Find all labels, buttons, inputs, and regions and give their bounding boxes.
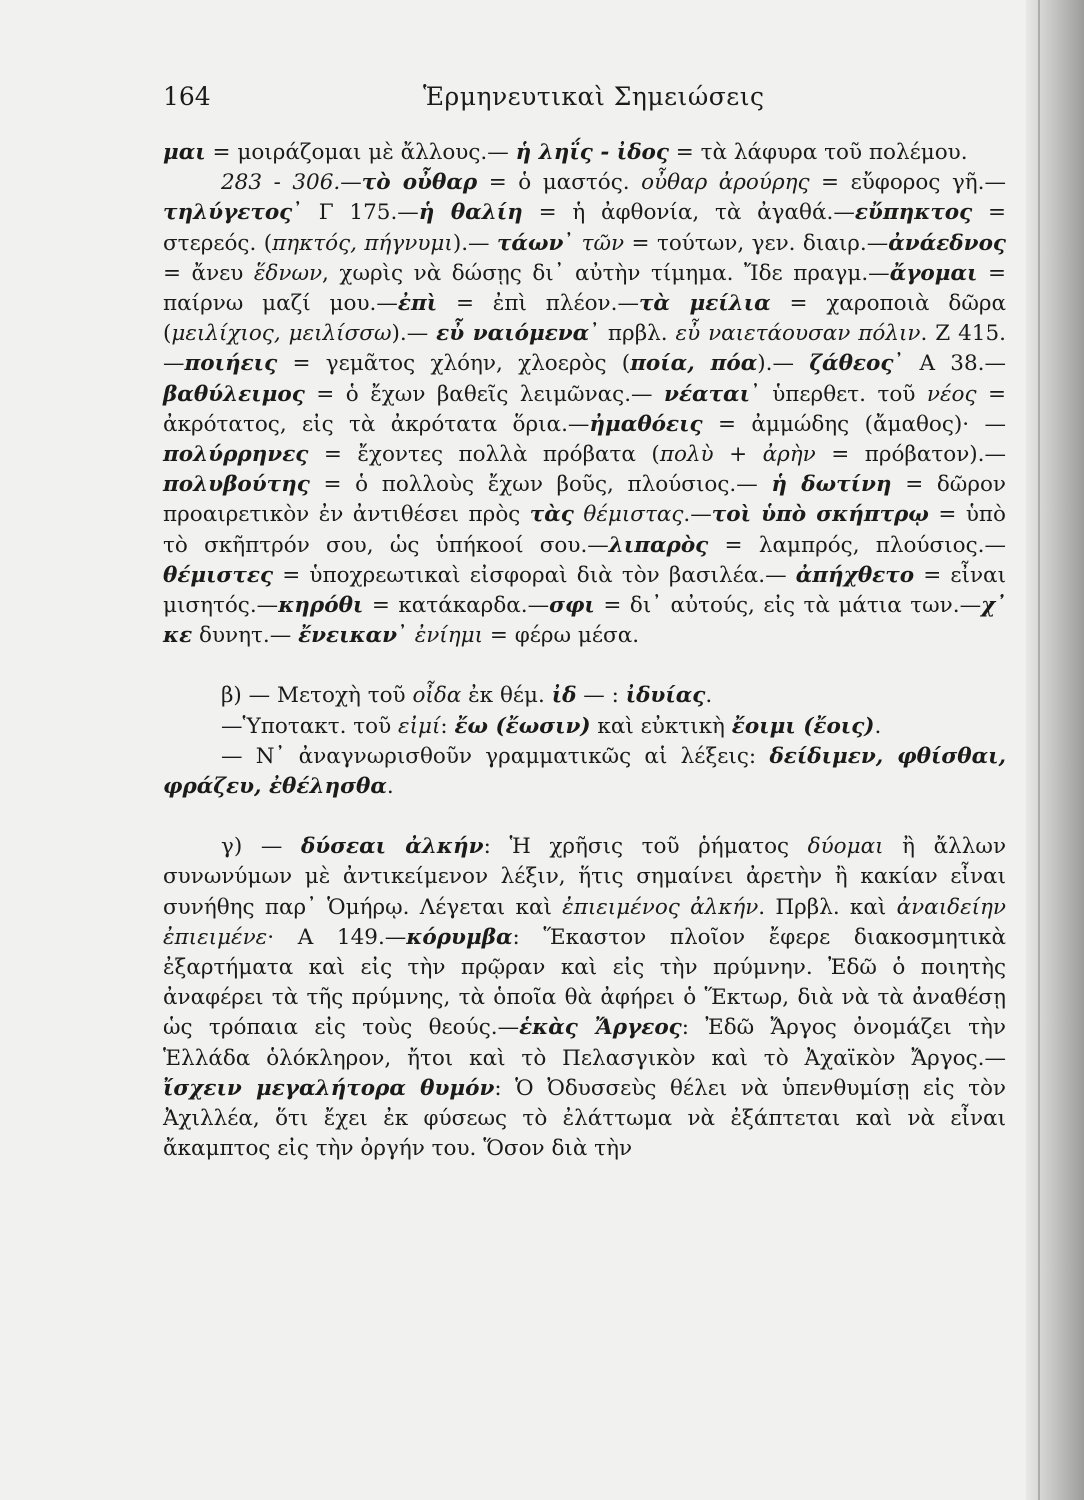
page-edge-shadow bbox=[1026, 0, 1084, 1500]
page-number: 164 bbox=[163, 82, 211, 111]
running-title: Ἑρμηνευτικαὶ Σημειώσεις bbox=[423, 82, 765, 111]
paragraph-p1: μαι = μοιράζομαι μὲ ἄλλους.— ἡ ληΐς - ἰδος = τὰ λάφυρα τοῦ πολέμου. bbox=[163, 140, 968, 165]
page-header bbox=[163, 82, 1006, 124]
paragraph-p5: — Ν᾽ ἀναγνωρισθοῦν γραμματικῶς αἱ λέξεις: δείδιμεν, φθίσθαι, φράζευ, ἐθέλησθα. bbox=[163, 743, 1006, 800]
paragraph-p6: γ) — δύσεαι ἀλκήν: Ἡ χρῆσις τοῦ ῥήματος δύομαι ἢ ἄλλων συνωνύμων μὲ ἀντικείμενον λέξιν, ἥτις σημαίνει ἀρετὴν ἢ κακίαν εἶναι συνήθης παρ᾽ Ὁμήρῳ. Λέγεται καὶ ἐπιειμένος ἀλκήν. Πρβλ. καὶ ἀναιδείην ἐπιειμένε· Α 149.—κόρυμβα: Ἕκαστον πλοῖον ἔφερε διακοσμητικὰ ἐξαρτήματα καὶ εἰς τὴν πρῷραν καὶ εἰς τὴν πρύμνην. Ἐδῶ ὁ ποιητὴς ἀναφέρει τὰ τῆς πρύμνης, τὰ ὁποῖα θὰ ἀφήρει ὁ Ἕκτωρ, διὰ νὰ τὰ ἀναθέσῃ ὡς τρόπαια εἰς τοὺς θεούς.—ἑκὰς Ἄργεος: Ἐδῶ Ἄργος ὀνομάζει τὴν Ἑλλάδα ὁλόκληρον, ἤτοι καὶ τὸ Πελασγικὸν καὶ τὸ Ἀχαϊκὸν Ἄργος.— ἴσχειν μεγαλήτορα θυμόν: Ὁ Ὀδυσσεὺς θέλει νὰ ὑπενθυμίσῃ εἰς τὸν Ἀχιλλέα, ὅτι ἔχει ἐκ φύσεως τὸ ἐλάττωμα νὰ ἐξάπτεται καὶ νὰ εἶναι ἄκαμπτος εἰς τὴν ὀργήν του. Ὅσον διὰ τὴν bbox=[163, 834, 1007, 1162]
paragraph-p3: β) — Μετοχὴ τοῦ οἶδα ἐκ θέμ. ἰδ — : ἰδυίας. bbox=[221, 683, 713, 709]
paragraph-gap bbox=[163, 651, 1006, 681]
paragraph-p4: —Ὑποτακτ. τοῦ εἰμί: ἔω (ἔωσιν) καὶ εὐκτικὴ ἔοιμι (ἔοις). bbox=[221, 713, 882, 739]
binding-line bbox=[1038, 0, 1040, 1500]
paragraph-p2: 283 - 306.—τὸ οὖθαρ = ὁ μαστός. οὖθαρ ἀρούρης = εὔφορος γῆ.—τηλύγετος᾽ Γ 175.—ἡ θαλίη = ἡ ἀφθονία, τὰ ἀγαθά.—εὔπηκτος = στερεός. (πηκτός, πήγνυμι).— τάων᾽ τῶν = τούτων, γεν. διαιρ.—ἀνάεδνος = ἄνευ ἕδνων, χωρὶς νὰ δώσῃς δι᾽ αὐτὴν τίμημα. Ἴδε πραγμ.—ἄγομαι = παίρνω μαζί μου.—ἐπὶ = ἐπὶ πλέον.—τὰ μείλια = χαροποιὰ δῶρα (μειλίχιος, μειλίσσω).— εὖ ναιόμενα᾽ πρβλ. εὖ ναιετάουσαν πόλιν. Ζ 415.—ποιήεις = γεμᾶτος χλόην, χλοερὸς (ποία, πόα).— ζάθεος᾽ Α 38.—βαθύλειμος = ὁ ἔχων βαθεῖς λειμῶνας.— νέαται᾽ ὑπερθετ. τοῦ νέος = ἀκρότατος, εἰς τὰ ἀκρότατα ὅρια.—ἠμαθόεις = ἀμμώδης (ἄμαθος)· —πολύρρηνες = ἔχοντες πολλὰ πρόβατα (πολὺ + ἀρὴν = πρόβατον).—πολυβούτης = ὁ πολλοὺς ἔχων βοῦς, πλούσιος.— ἡ δωτίνη = δῶρον προαιρετικὸν ἐν ἀντιθέσει πρὸς τὰς θέμιστας.—τοὶ ὑπὸ σκήπτρῳ = ὑπὸ τὸ σκῆπτρόν σου, ὡς ὑπήκοοί σου.—λιπαρὸς = λαμπρός, πλούσιος.—θέμιστες = ὑποχρεωτικαὶ εἰσφοραὶ διὰ τὸν βασιλέα.— ἀπήχθετο = εἶναι μισητός.—κηρόθι = κατάκαρδα.—σφι = δι᾽ αὐτούς, εἰς τὰ μάτια των.—χ᾽ κε δυνητ.— ἔνεικαν᾽ ἐνίημι = φέρω μέσα. bbox=[163, 170, 1007, 649]
book-page bbox=[163, 82, 1006, 1165]
body-text bbox=[163, 138, 1006, 1165]
paragraph-gap bbox=[163, 802, 1006, 832]
